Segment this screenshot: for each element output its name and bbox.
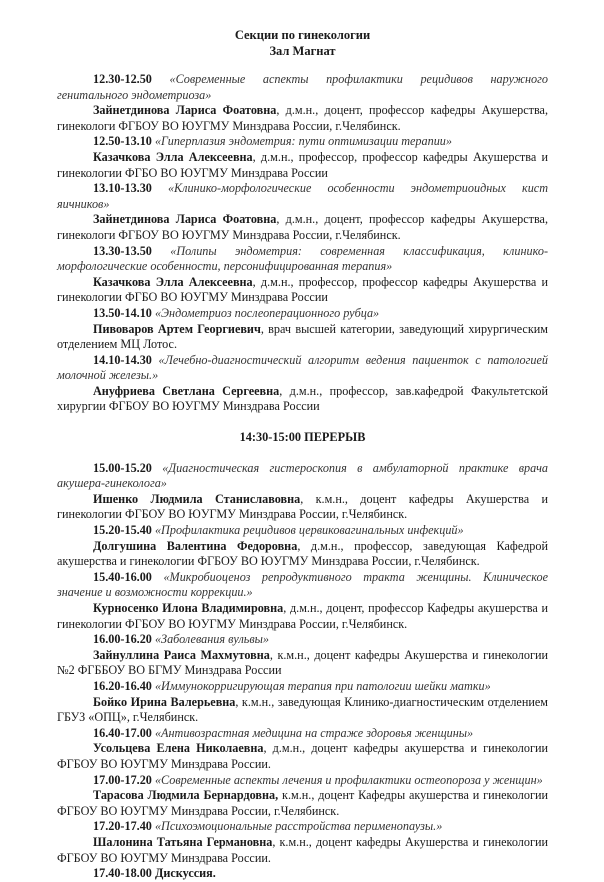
entry-time: 15.20-15.40 (93, 523, 152, 538)
entry-speaker: Ишенко Людмила Станиславовна (93, 491, 301, 506)
entry-topic: «Современные аспекты лечения и профилактики остеопороза у женщин» (154, 772, 543, 787)
entry-topic: «Клинико-морфологические особенности эндометриоидных кист яичников» (57, 181, 548, 211)
entry-speaker-details: , д.м.н., профессор, профессор кафедры Акушерства и гинекологии ФГБО ВО ЮУГМУ Минздрава России (57, 149, 548, 180)
entry-topic: «Антивозрастная медицина на страже здоровья женщины» (154, 725, 474, 740)
entry-topic: «Заболевания вульвы» (154, 632, 269, 647)
entry-topic: «Эндометриоз послеоперационного рубца» (154, 305, 380, 320)
entry-topic: «Иммунокорригирующая терапия при патологии шейки матки» (154, 678, 491, 693)
hall-name: Зал Магнат (269, 43, 336, 58)
program-entry (57, 134, 548, 181)
entry-topic: «Диагностическая гистероскопия в амбулаторной практике врача акушера-гинеколога» (57, 460, 548, 491)
program-entry (57, 72, 548, 134)
entry-time: 17.00-17.20 (93, 772, 152, 787)
entry-time: 14.10-14.30 (93, 352, 152, 367)
program-entry (57, 819, 548, 866)
program-entry (57, 306, 548, 353)
entry-speaker: Казачкова Элла Алексеевна (93, 274, 253, 289)
program-entry (57, 461, 548, 523)
program-entry (57, 244, 548, 306)
entry-speaker: Пивоваров Артем Георгиевич (93, 321, 261, 336)
program-entry (57, 773, 548, 820)
entry-time: 16.20-16.40 (93, 678, 152, 693)
entry-time: 17.20-17.40 (93, 819, 152, 834)
entry-speaker: Зайнетдинова Лариса Фоатовна (93, 212, 277, 227)
entry-topic: «Микробиоценоз репродуктивного тракта женщины. Клиническое значение и возможности коррекции.» (57, 569, 549, 600)
entry-speaker-details: , к.м.н., заведующая Клинико-диагностическим отделением ГБУЗ «ОПЦ», г.Челябинск. (57, 694, 548, 725)
entry-time: 13.50-14.10 (93, 305, 152, 320)
entry-topic: «Современные аспекты профилактики рецидивов наружного генитального эндометриоза» (57, 72, 548, 102)
closing-entry (57, 866, 548, 882)
entry-speaker: Курносенко Илона Владимировна (93, 601, 284, 615)
entry-speaker: Шалонина Татьяна Германовна (93, 834, 273, 849)
session-2 (57, 461, 548, 866)
entry-speaker-details: , к.м.н., доцент кафедры Акушерства и гинекологии ФГБОУ ВО ЮУГМУ Минздрава России. (57, 834, 549, 865)
entry-speaker-details: , д.м.н., доцент кафедры акушерства и гинекологии ФГБОУ ВО ЮУГМУ Минздрава России. (57, 741, 549, 771)
entry-speaker: Усольцева Елена Николаевна (93, 741, 264, 756)
program-entry (57, 726, 548, 773)
entry-speaker-details: , д.м.н., доцент, профессор Кафедры акушерства и гинекологии ФГБОУ ВО ЮУГМУ Минздрава России, г.Челябинск. (57, 601, 548, 631)
program-entry (57, 679, 548, 726)
entry-speaker-details: , д.м.н., профессор, зав.кафедрой Факультетской хирургии ФГБОУ ВО ЮУГМУ Минздрава России (57, 383, 549, 414)
entry-time: 15.40-16.00 (93, 569, 152, 584)
entry-speaker-details: , к.м.н., доцент кафедры Акушерства и гинекологии ФГБОУ ВО ЮУГМУ Минздрава России, г.Челябинск. (57, 491, 549, 522)
entry-speaker-details: , д.м.н., доцент, профессор кафедры Акушерства, гинекологи ФГБОУ ВО ЮУГМУ Минздрава России, г.Челябинск. (57, 103, 549, 133)
entry-time: 13.10-13.30 (93, 181, 152, 196)
entry-speaker: Зайнетдинова Лариса Фоатовна (93, 103, 277, 118)
entry-time: 16.40-17.00 (93, 725, 152, 740)
entry-topic: «Гиперплазия эндометрия: пути оптимизации терапии» (154, 134, 452, 149)
document-page (57, 26, 548, 882)
entry-topic: «Психоэмоциональные расстройства перименопаузы.» (154, 819, 443, 834)
entry-time: 13.30-13.50 (93, 243, 152, 258)
entry-speaker-details: , к.м.н., доцент кафедры Акушерства и гинекологии №2 ФГББОУ ВО БГМУ Минздрава России (57, 647, 548, 678)
entry-speaker: Долгушина Валентина Федоровна (93, 538, 298, 553)
title-block (57, 28, 548, 59)
entry-time: 12.50-13.10 (93, 134, 152, 149)
entry-speaker: Бойко Ирина Валерьевна (93, 694, 236, 709)
entry-speaker-details: , д.м.н., доцент, профессор кафедры Акушерства, гинекологи ФГБОУ ВО ЮУГМУ Минздрава России, г.Челябинск. (57, 212, 549, 242)
entry-topic: «Лечебно-диагностический алгоритм ведения пациенток с патологией молочной железы.» (57, 352, 549, 383)
entry-time: 12.30-12.50 (93, 72, 152, 86)
break-heading: 14:30-15:00 ПЕРЕРЫВ (239, 430, 366, 445)
program-entry (57, 353, 548, 415)
program-entry (57, 570, 548, 632)
closing-text: 17.40-18.00 Дискуссия. (93, 866, 216, 881)
entry-time: 16.00-16.20 (93, 632, 152, 647)
program-entry (57, 181, 548, 243)
section-title: Секции по гинекологии (234, 28, 371, 42)
program-entry (57, 632, 548, 679)
entry-speaker: Зайнуллина Раиса Махмутовна (93, 647, 270, 662)
entry-speaker: Казачкова Элла Алексеевна (93, 149, 253, 164)
entry-topic: «Полипы эндометрия: современная классификация, клинико-морфологические особенности, персонифицированная терапия» (57, 243, 548, 274)
entry-speaker: Тарасова Людмила Бернардовна, (93, 788, 279, 803)
entry-speaker-details: , врач высшей категории, заведующий хирургическим отделением МЦ Лотос. (57, 321, 548, 352)
program-entry (57, 523, 548, 570)
entry-speaker-details: к.м.н., доцент Кафедры акушерства и гинекологии ФГБОУ ВО ЮУГМУ Минздрава России, г.Челябинск. (57, 788, 548, 818)
entry-speaker: Ануфриева Светлана Сергеевна (93, 383, 280, 398)
entry-time: 15.00-15.20 (93, 460, 152, 475)
entry-speaker-details: , д.м.н., профессор, профессор кафедры Акушерства и гинекологии ФГБО ВО ЮУГМУ Минздрава России (57, 274, 548, 305)
entry-speaker-details: , д.м.н., профессор, заведующая Кафедрой акушерства и гинекологии ФГБОУ ВО ЮУГМУ Минздрава России, г.Челябинск. (57, 538, 548, 569)
entry-topic: «Профилактика рецидивов цервиковагинальных инфекций» (154, 523, 464, 538)
session-1 (57, 72, 548, 415)
